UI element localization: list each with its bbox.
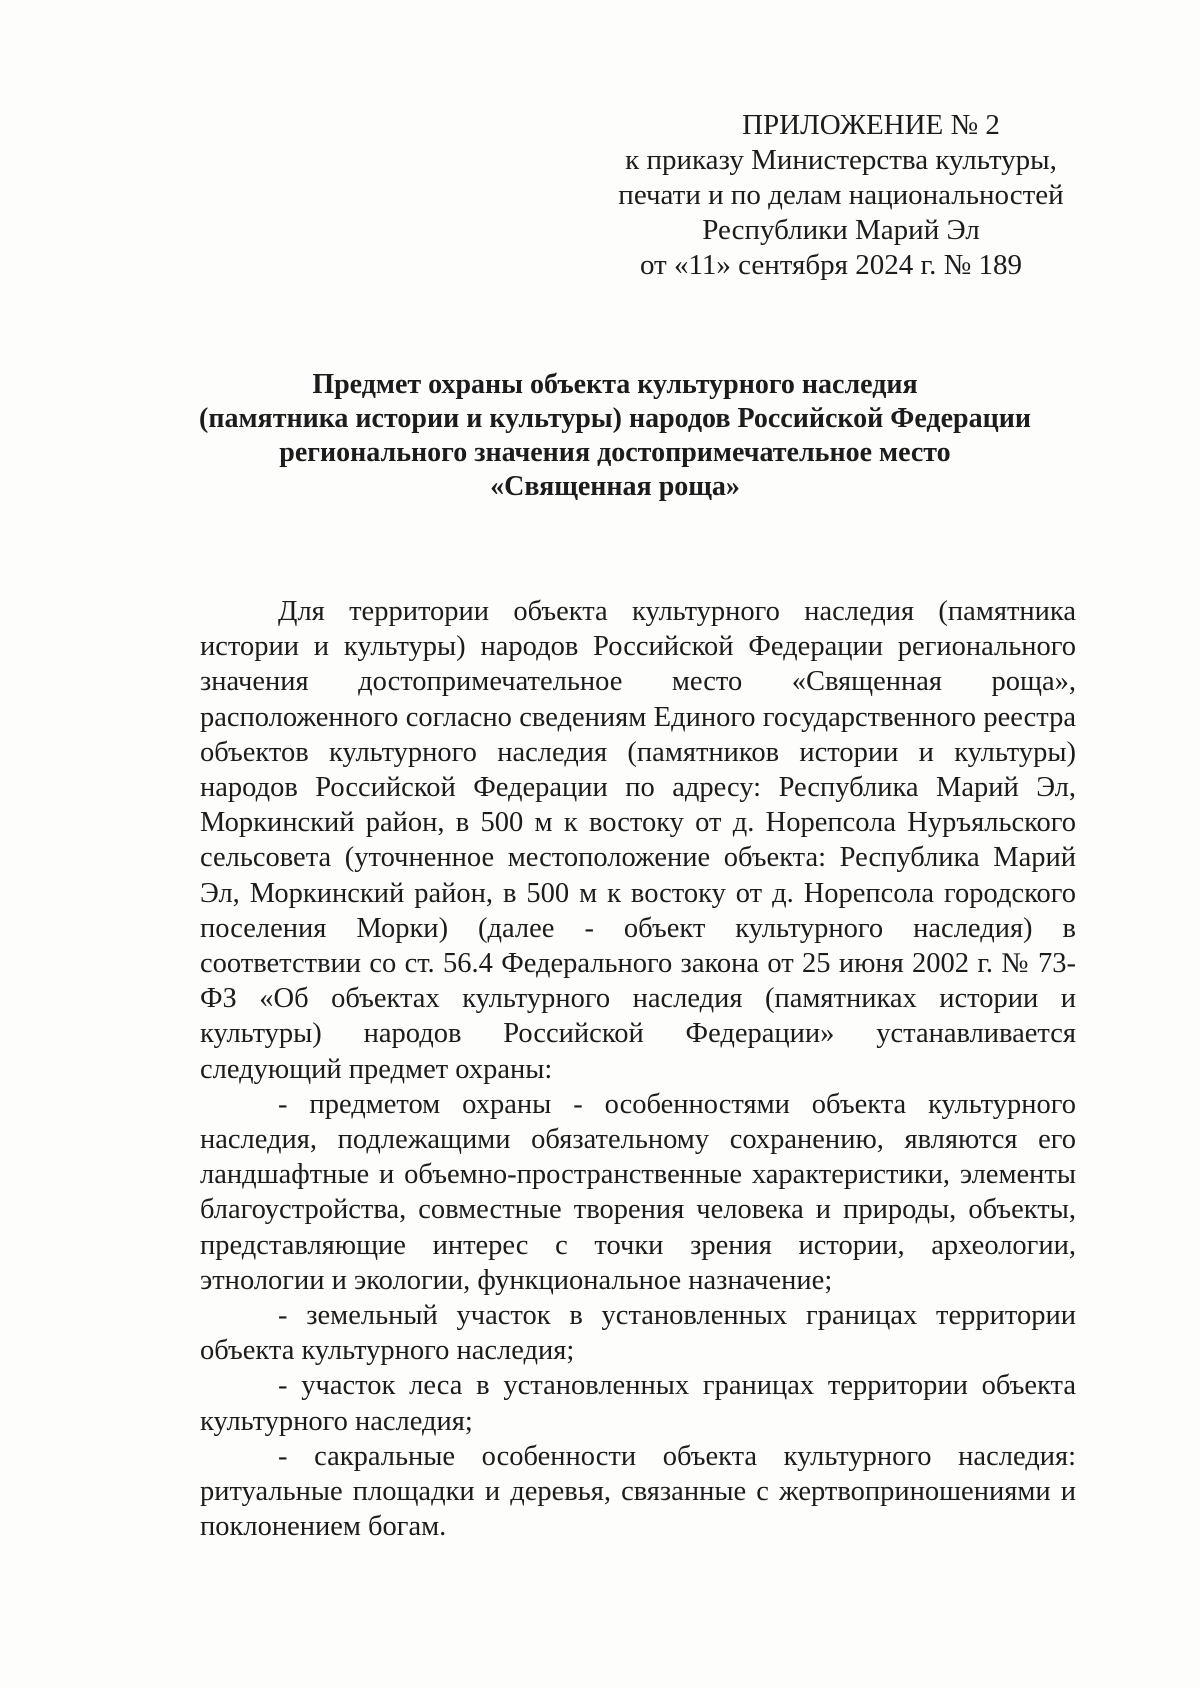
body-list-item-3: - участок леса в установленных границах территории объекта культурного наследия; — [200, 1370, 1076, 1437]
body-list-item-2: - земельный участок в установленных границах территории объекта культурного наследия; — [200, 1300, 1076, 1367]
title-line-2: (памятника истории и культуры) народов Российской Федерации — [199, 403, 1031, 434]
body-list-item-1: - предметом охраны - особенностями объекта культурного наследия, подлежащими обязательному сохранению, являются его ландшафтные и объемно-пространственные характеристики, элементы благоустройства, совместные творения человека и природы, объекты, представляющие интерес с точки зрения истории, археологии, этнологии и экологии, функциональное назначение; — [200, 1088, 1076, 1296]
annex-date-number-line: от «11» сентября 2024 г. № 189 — [639, 249, 1023, 281]
annex-title: ПРИЛОЖЕНИЕ № 2 — [742, 109, 1000, 141]
title-line-3: регионального значения достопримечательное место — [279, 437, 951, 468]
annex-republic-line: Республики Марий Эл — [702, 214, 980, 246]
document-title — [190, 368, 1040, 504]
body-list-item-4: - сакральные особенности объекта культурного наследия: ритуальные площадки и деревья, связанные с жертвоприношениями и поклонением богам. — [200, 1440, 1076, 1543]
body-intro-paragraph: Для территории объекта культурного наследия (памятника истории и культуры) народов Российской Федерации регионального значения достопримечательное место «Священная роща», расположенного согласно сведениям Единого государственного реестра объектов культурного наследия (памятников истории и культуры) народов Российской Федерации по адресу: Республика Марий Эл, Моркинский район, в 500 м к востоку от д. Норепсола Нуръяльского сельсовета (уточненное местоположение объекта: Республика Марий Эл, Моркинский район, в 500 м к востоку от д. Норепсола городского поселения Морки) (далее - объект культурного наследия) в соответствии со ст. 56.4 Федерального закона от 25 июня 2002 г. № 73-ФЗ «Об объектах культурного наследия (памятниках истории и культуры) народов Российской Федерации» устанавливается следующий предмет охраны: — [200, 596, 1076, 1085]
title-line-1: Предмет охраны объекта культурного наследия — [312, 369, 918, 400]
document-body — [200, 594, 1076, 1544]
annex-ministry-line: печати и по делам национальностей — [618, 179, 1064, 211]
annex-header — [546, 108, 1106, 283]
annex-order-line: к приказу Министерства культуры, — [625, 144, 1057, 176]
title-line-4: «Священная роща» — [490, 471, 740, 502]
